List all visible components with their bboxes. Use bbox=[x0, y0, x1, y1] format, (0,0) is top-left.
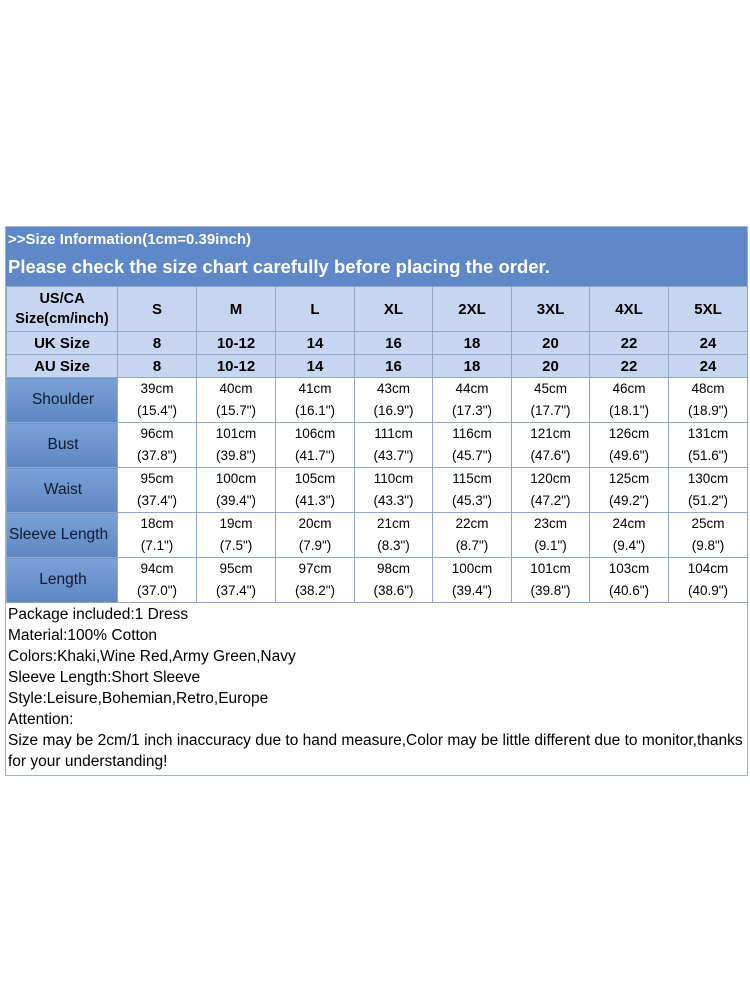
cm-value: 25cm bbox=[691, 516, 725, 531]
us-size-row bbox=[7, 287, 748, 332]
inch-value: (41.3") bbox=[294, 493, 336, 508]
cm-value: 94cm bbox=[140, 561, 174, 576]
cm-value: 105cm bbox=[294, 471, 336, 486]
cm-value: 44cm bbox=[455, 381, 489, 396]
size-header-cell: L bbox=[276, 287, 355, 332]
measurement-cell bbox=[276, 378, 355, 423]
cm-value: 125cm bbox=[608, 471, 650, 486]
measurement-cell bbox=[590, 558, 669, 603]
inch-value: (18.9") bbox=[687, 403, 729, 418]
size-info-title: >>Size Information(1cm=0.39inch) bbox=[8, 231, 251, 248]
inch-value: (45.3") bbox=[451, 493, 493, 508]
inch-value: (47.2") bbox=[530, 493, 571, 508]
au-size-cell: 8 bbox=[118, 355, 197, 378]
cm-value: 24cm bbox=[612, 516, 646, 531]
inch-value: (43.3") bbox=[373, 493, 414, 508]
measurement-cell bbox=[118, 423, 197, 468]
cm-value: 116cm bbox=[452, 426, 492, 441]
measurement-cell bbox=[669, 423, 748, 468]
inch-value: (45.7") bbox=[451, 448, 493, 463]
cm-value: 121cm bbox=[530, 426, 571, 441]
cm-value: 103cm bbox=[608, 561, 650, 576]
inch-value: (41.7") bbox=[294, 448, 336, 463]
measurement-row bbox=[7, 423, 748, 468]
au-size-row bbox=[7, 355, 748, 378]
measurement-cell bbox=[118, 558, 197, 603]
cm-value: 98cm bbox=[376, 561, 410, 576]
inch-value: (16.9") bbox=[373, 403, 414, 418]
measurement-label: Length bbox=[7, 558, 118, 603]
cm-value: 101cm bbox=[530, 561, 571, 576]
cm-value: 101cm bbox=[215, 426, 257, 441]
measurement-cell bbox=[197, 513, 276, 558]
detail-line: Size may be 2cm/1 inch inaccuracy due to hand measure,Color may be little different due to monitor,thanks for your understanding! bbox=[8, 732, 743, 770]
measurement-cell bbox=[512, 468, 590, 513]
inch-value: (9.4") bbox=[612, 538, 646, 553]
size-header-cell: 3XL bbox=[512, 287, 590, 332]
cm-value: 45cm bbox=[533, 381, 567, 396]
measurement-cell bbox=[276, 423, 355, 468]
inch-value: (15.4") bbox=[136, 403, 178, 418]
measurement-cell bbox=[118, 468, 197, 513]
measurement-cell bbox=[355, 513, 433, 558]
cm-value: 126cm bbox=[608, 426, 650, 441]
detail-line: Colors:Khaki,Wine Red,Army Green,Navy bbox=[8, 648, 296, 665]
uk-size-row bbox=[7, 332, 748, 355]
measurement-cell bbox=[512, 513, 590, 558]
inch-value: (18.1") bbox=[608, 403, 650, 418]
inch-value: (15.7") bbox=[215, 403, 257, 418]
au-size-cell: 10-12 bbox=[197, 355, 276, 378]
measurement-cell bbox=[197, 378, 276, 423]
inch-value: (7.9") bbox=[298, 538, 332, 553]
cm-value: 131cm bbox=[687, 426, 729, 441]
cm-value: 23cm bbox=[533, 516, 567, 531]
measurement-cell bbox=[355, 468, 433, 513]
measurement-row bbox=[7, 513, 748, 558]
uk-size-cell: 20 bbox=[512, 332, 590, 355]
cm-value: 46cm bbox=[612, 381, 646, 396]
inch-value: (39.8") bbox=[530, 583, 571, 598]
measurement-cell bbox=[197, 423, 276, 468]
uk-size-cell: 16 bbox=[355, 332, 433, 355]
au-size-cell: 16 bbox=[355, 355, 433, 378]
size-chart bbox=[5, 226, 748, 776]
measurement-cell bbox=[197, 468, 276, 513]
cm-value: 20cm bbox=[298, 516, 332, 531]
cm-value: 40cm bbox=[219, 381, 253, 396]
measurement-cell bbox=[118, 513, 197, 558]
inch-value: (49.6") bbox=[608, 448, 650, 463]
cm-value: 95cm bbox=[219, 561, 253, 576]
inch-value: (51.6") bbox=[687, 448, 729, 463]
uk-size-label: UK Size bbox=[7, 332, 118, 355]
inch-value: (37.0") bbox=[136, 583, 178, 598]
measurement-cell bbox=[512, 558, 590, 603]
inch-value: (37.4") bbox=[215, 583, 257, 598]
cm-value: 106cm bbox=[294, 426, 336, 441]
detail-line: Material:100% Cotton bbox=[8, 627, 158, 644]
measurement-cell bbox=[669, 378, 748, 423]
measurement-cell bbox=[669, 513, 748, 558]
measurement-cell bbox=[433, 423, 512, 468]
cm-value: 95cm bbox=[140, 471, 174, 486]
measurement-label: Waist bbox=[7, 468, 118, 513]
measurement-cell bbox=[433, 468, 512, 513]
cm-value: 110cm bbox=[373, 471, 414, 486]
uk-size-cell: 10-12 bbox=[197, 332, 276, 355]
cm-value: 120cm bbox=[530, 471, 571, 486]
measurement-cell bbox=[276, 558, 355, 603]
inch-value: (17.3") bbox=[451, 403, 493, 418]
size-header-cell: 4XL bbox=[590, 287, 669, 332]
size-check-notice: Please check the size chart carefully before placing the order. bbox=[8, 256, 550, 277]
measurement-cell bbox=[276, 513, 355, 558]
size-info-banner bbox=[6, 227, 747, 286]
size-header-cell: XL bbox=[355, 287, 433, 332]
measurement-label: Shoulder bbox=[7, 378, 118, 423]
inch-value: (39.8") bbox=[215, 448, 257, 463]
inch-value: (40.9") bbox=[687, 583, 729, 598]
au-size-cell: 22 bbox=[590, 355, 669, 378]
cm-value: 43cm bbox=[376, 381, 410, 396]
measurement-label: Bust bbox=[7, 423, 118, 468]
inch-value: (8.3") bbox=[377, 538, 410, 553]
measurement-cell bbox=[512, 378, 590, 423]
detail-line: Sleeve Length:Short Sleeve bbox=[8, 669, 201, 686]
au-size-cell: 20 bbox=[512, 355, 590, 378]
measurement-cell bbox=[433, 558, 512, 603]
measurement-row bbox=[7, 558, 748, 603]
inch-value: (37.4") bbox=[136, 493, 178, 508]
uk-size-cell: 18 bbox=[433, 332, 512, 355]
cm-value: 21cm bbox=[376, 516, 410, 531]
size-header-cell: S bbox=[118, 287, 197, 332]
inch-value: (38.2") bbox=[294, 583, 336, 598]
cm-value: 130cm bbox=[687, 471, 729, 486]
inch-value: (49.2") bbox=[608, 493, 650, 508]
inch-value: (9.1") bbox=[534, 538, 567, 553]
cm-value: 100cm bbox=[215, 471, 257, 486]
inch-value: (16.1") bbox=[294, 403, 336, 418]
uk-size-cell: 24 bbox=[669, 332, 748, 355]
uk-size-cell: 14 bbox=[276, 332, 355, 355]
detail-line: Attention: bbox=[8, 711, 74, 728]
measurement-row bbox=[7, 378, 748, 423]
measurement-cell bbox=[669, 468, 748, 513]
au-size-cell: 14 bbox=[276, 355, 355, 378]
measurement-cell bbox=[197, 558, 276, 603]
au-size-cell: 18 bbox=[433, 355, 512, 378]
measurement-cell bbox=[590, 423, 669, 468]
measurement-cell bbox=[355, 378, 433, 423]
size-table bbox=[6, 286, 748, 603]
cm-value: 104cm bbox=[687, 561, 729, 576]
us-size-header: US/CA Size(cm/inch) bbox=[7, 287, 118, 332]
detail-line: Style:Leisure,Bohemian,Retro,Europe bbox=[8, 690, 269, 707]
cm-value: 39cm bbox=[140, 381, 174, 396]
cm-value: 111cm bbox=[374, 426, 413, 441]
size-header-cell: 5XL bbox=[669, 287, 748, 332]
uk-size-cell: 22 bbox=[590, 332, 669, 355]
measurement-cell bbox=[590, 468, 669, 513]
size-header-cell: 2XL bbox=[433, 287, 512, 332]
measurement-cell bbox=[118, 378, 197, 423]
cm-value: 115cm bbox=[452, 471, 492, 486]
cm-value: 18cm bbox=[140, 516, 174, 531]
au-size-cell: 24 bbox=[669, 355, 748, 378]
inch-value: (39.4") bbox=[451, 583, 493, 598]
inch-value: (47.6") bbox=[530, 448, 571, 463]
inch-value: (7.5") bbox=[219, 538, 253, 553]
inch-value: (9.8") bbox=[691, 538, 725, 553]
measurement-cell bbox=[433, 513, 512, 558]
measurement-label: Sleeve Length bbox=[7, 513, 118, 558]
measurement-cell bbox=[590, 378, 669, 423]
inch-value: (17.7") bbox=[530, 403, 571, 418]
inch-value: (7.1") bbox=[140, 538, 174, 553]
au-size-label: AU Size bbox=[7, 355, 118, 378]
cm-value: 100cm bbox=[451, 561, 493, 576]
cm-value: 97cm bbox=[298, 561, 332, 576]
cm-value: 19cm bbox=[219, 516, 253, 531]
inch-value: (51.2") bbox=[687, 493, 729, 508]
inch-value: (40.6") bbox=[608, 583, 650, 598]
inch-value: (38.6") bbox=[373, 583, 414, 598]
detail-line: Package included:1 Dress bbox=[8, 606, 189, 623]
measurement-cell bbox=[433, 378, 512, 423]
measurement-row bbox=[7, 468, 748, 513]
inch-value: (8.7") bbox=[455, 538, 489, 553]
measurement-cell bbox=[355, 558, 433, 603]
cm-value: 22cm bbox=[455, 516, 489, 531]
inch-value: (39.4") bbox=[215, 493, 257, 508]
measurement-cell bbox=[276, 468, 355, 513]
size-header-cell: M bbox=[197, 287, 276, 332]
measurement-cell bbox=[590, 513, 669, 558]
inch-value: (37.8") bbox=[136, 448, 178, 463]
cm-value: 41cm bbox=[298, 381, 332, 396]
measurement-cell bbox=[669, 558, 748, 603]
uk-size-cell: 8 bbox=[118, 332, 197, 355]
measurement-cell bbox=[512, 423, 590, 468]
measurement-cell bbox=[355, 423, 433, 468]
product-details bbox=[6, 603, 747, 775]
cm-value: 48cm bbox=[691, 381, 725, 396]
cm-value: 96cm bbox=[140, 426, 174, 441]
inch-value: (43.7") bbox=[373, 448, 414, 463]
